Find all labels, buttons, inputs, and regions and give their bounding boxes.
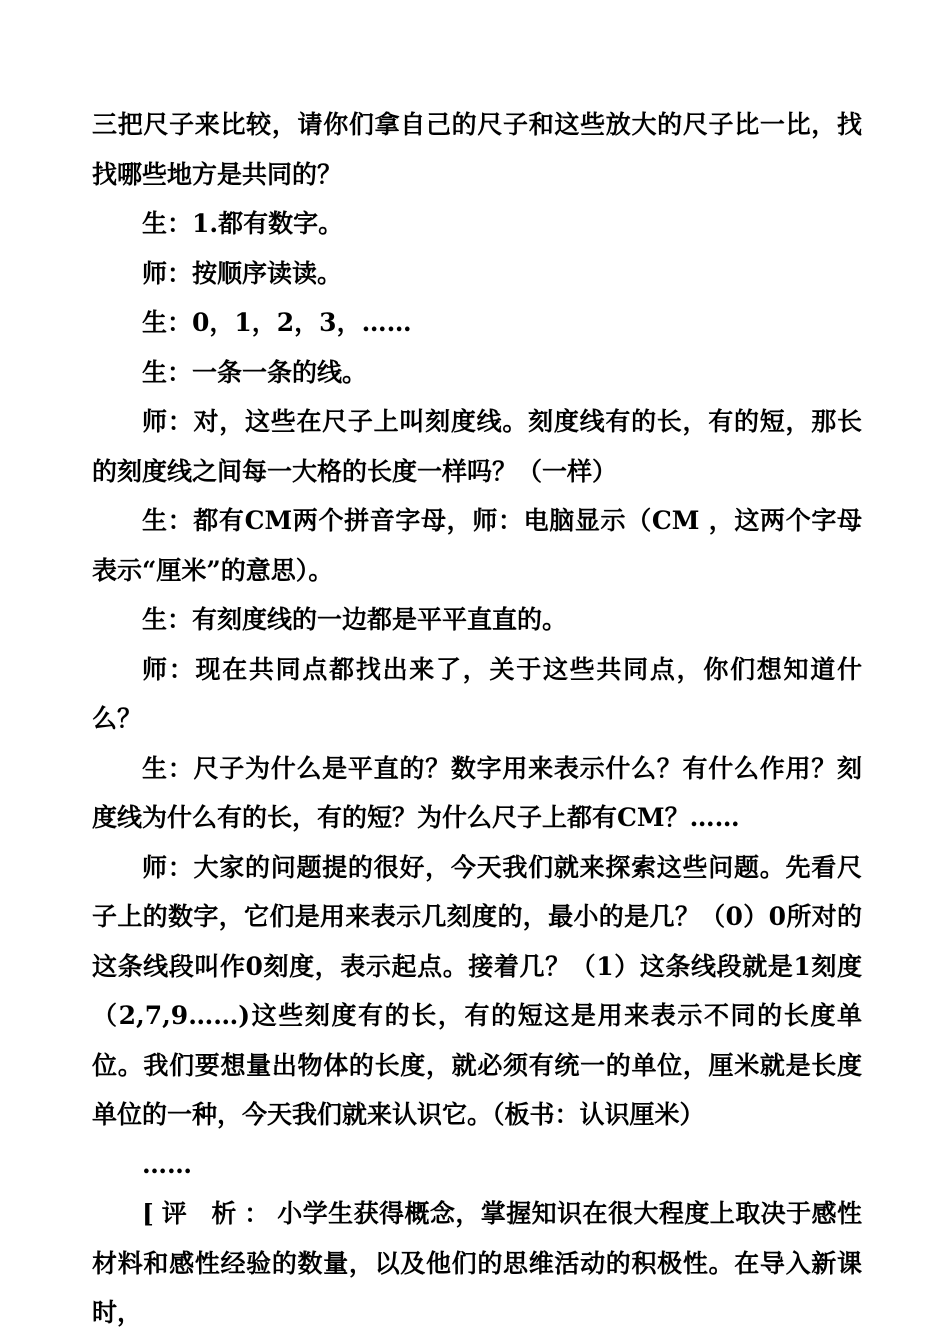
critique-text: 小学生获得概念，掌握知识在很大程度上取决于感性材料和感性经验的数量，以及他们的思维活动的积极性。在导入新课时，: [92, 1199, 862, 1327]
paragraph-11: 师：大家的问题提的很好，今天我们就来探索这些问题。先看尺子上的数字，它们是用来表示几刻度的，最小的是几？（0）0所对的这条线段叫作0刻度，表示起点。接着几？（1）这条线段就是1刻度（2,7,9……)这些刻度有的长，有的短这是用来表示不同的长度单位。我们要想量出物体的长度，就必须有统一的单位，厘米就是长度单位的一种，今天我们就来认识它。（板书：认识厘米）: [92, 852, 862, 1129]
paragraph-3: 师：按顺序读读。: [142, 258, 343, 288]
body-text: [92, 100, 862, 1338]
paragraph-6: 师：对，这些在尺子上叫刻度线。刻度线有的长，有的短，那长的刻度线之间每一大格的长度一样吗？（一样）: [92, 407, 862, 486]
ellipsis-paragraph: ……: [142, 1149, 192, 1179]
paragraph-10: 生：尺子为什么是平直的？数字用来表示什么？有什么作用？刻度线为什么有的长，有的短？为什么尺子上都有CM？……: [92, 753, 862, 832]
paragraph-9: 师：现在共同点都找出来了，关于这些共同点，你们想知道什么？: [92, 654, 862, 733]
paragraph-1: 三把尺子来比较，请你们拿自己的尺子和这些放大的尺子比一比，找找哪些地方是共同的？: [92, 110, 862, 189]
paragraph-7: 生：都有CM两个拼音字母，师：电脑显示（CM ，这两个字母表示“厘米”的意思）。: [92, 506, 862, 585]
critique-label: [评 析：: [142, 1199, 278, 1228]
paragraph-4: 生：0，1，2，3，……: [142, 308, 412, 337]
paragraph-5: 生：一条一条的线。: [142, 357, 368, 387]
critique-paragraph: [92, 1189, 862, 1338]
paragraph-8: 生：有刻度线的一边都是平平直直的。: [142, 605, 568, 634]
paragraph-2: 生：1.都有数字。: [142, 209, 344, 238]
